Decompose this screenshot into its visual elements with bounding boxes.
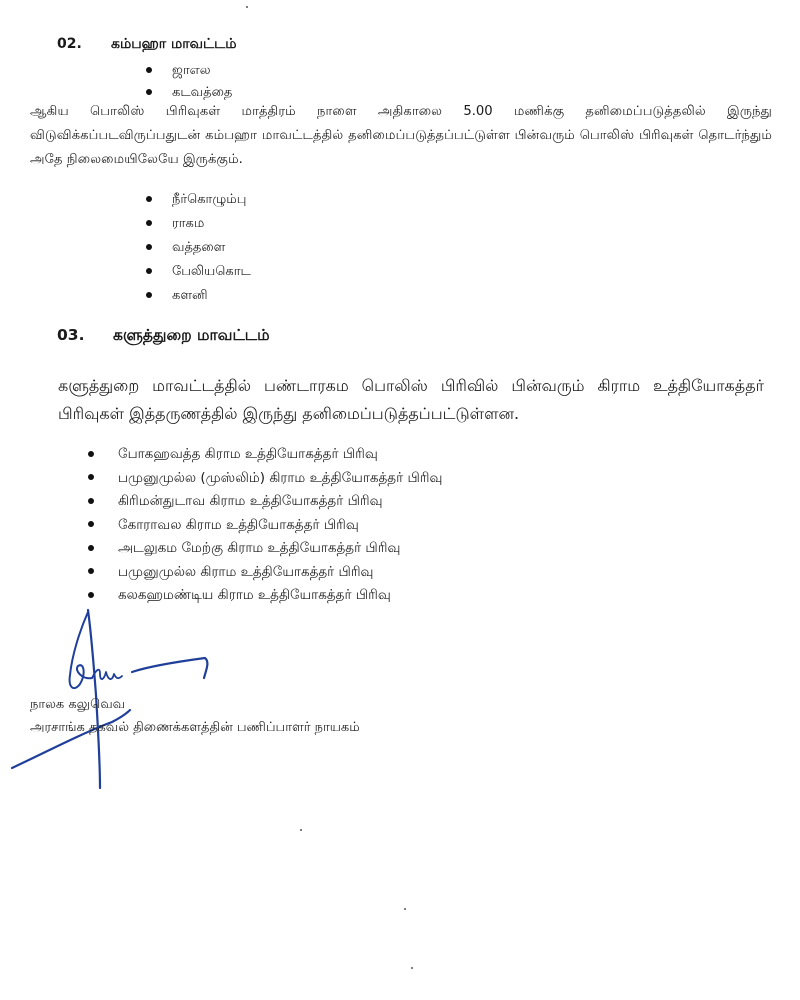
section-number: 02. — [57, 36, 82, 52]
bullet-icon — [88, 474, 94, 480]
scan-speck — [300, 829, 302, 831]
signer-name: நாலக கலுவெவ — [30, 697, 126, 712]
scan-speck — [411, 967, 413, 969]
signature-stroke — [12, 710, 130, 768]
scan-speck — [246, 6, 248, 8]
section-title: களுத்துறை மாவட்டம் — [113, 326, 270, 344]
list-item: வத்தளை — [146, 236, 251, 260]
list-item: போகஹவத்த கிராம உத்தியோகத்தர் பிரிவு — [88, 443, 442, 467]
list-item: பேலியகொட — [146, 260, 251, 284]
bullet-icon — [88, 521, 94, 527]
list-item: ஜாஎல — [146, 60, 232, 82]
section-02-heading — [57, 36, 237, 54]
signature-stroke — [92, 670, 122, 679]
bullet-icon — [88, 451, 94, 457]
scan-speck — [404, 908, 406, 910]
bullet-icon — [88, 568, 94, 574]
bullet-icon — [146, 89, 152, 95]
section-02-paragraph: ஆகிய பொலிஸ் பிரிவுகள் மாத்திரம் நாளை அதிகாலை 5.00 மணிக்கு தனிமைப்படுத்தலில் இருந்து விடுவிக்கப்படவிருப்பதுடன் கம்பஹா மாவட்டத்தில் தனிமைப்படுத்தப்பட்டுள்ள பின்வரும் பொலிஸ் பிரிவுகள் தொடர்ந்தும் அதே நிலைமையிலேயே இருக்கும். — [30, 104, 772, 167]
section-03-heading — [57, 326, 270, 346]
gn-divisions-list — [88, 443, 442, 608]
list-item: களனி — [146, 284, 251, 308]
bullet-icon — [146, 220, 152, 226]
bullet-icon — [146, 196, 152, 202]
section-number: 03. — [57, 326, 85, 344]
section-03-paragraph: களுத்துறை மாவட்டத்தில் பண்டாரகம பொலிஸ் பிரிவில் பின்வரும் கிராம உத்தியோகத்தர் பிரிவுகள் இத்தருணத்தில் இருந்து தனிமைப்படுத்தப்பட்டுள்ளன. — [58, 376, 764, 423]
bullet-icon — [88, 545, 94, 551]
list-item: கிரிமன்துடாவ கிராம உத்தியோகத்தர் பிரிவு — [88, 490, 442, 514]
bullet-icon — [146, 67, 152, 73]
bullet-icon — [146, 244, 152, 250]
bullet-icon — [88, 592, 94, 598]
bullet-icon — [146, 292, 152, 298]
released-divisions-list — [146, 60, 232, 104]
list-item: அடலுகம மேற்கு கிராம உத்தியோகத்தர் பிரிவு — [88, 537, 442, 561]
list-item: கோராவல கிராம உத்தியோகத்தர் பிரிவு — [88, 514, 442, 538]
list-item: பமுனுமுல்ல கிராம உத்தியோகத்தர் பிரிவு — [88, 561, 442, 585]
bullet-icon — [88, 498, 94, 504]
bullet-icon — [146, 268, 152, 274]
list-item: கலகஹமண்டிய கிராம உத்தியோகத்தர் பிரிவு — [88, 584, 442, 608]
section-title: கம்பஹா மாவட்டம் — [111, 36, 237, 52]
list-item: பமுனுமுல்ல (முஸ்லிம்) கிராம உத்தியோகத்தர் பிரிவு — [88, 467, 442, 491]
list-item: நீர்கொழும்பு — [146, 188, 251, 212]
list-item: ராகம — [146, 212, 251, 236]
signature-stroke — [132, 658, 207, 678]
continuing-divisions-list — [146, 188, 251, 308]
signer-title: அரசாங்க தகவல் திணைக்களத்தின் பணிப்பாளர் நாயகம் — [30, 720, 360, 735]
list-item: கடவத்தை — [146, 82, 232, 104]
